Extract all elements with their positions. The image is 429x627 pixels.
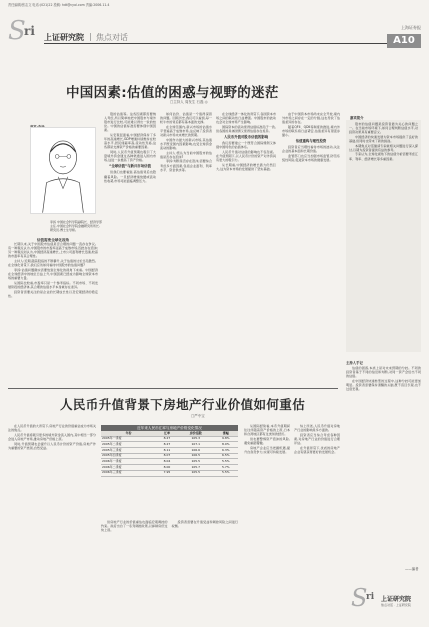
paragraph: 长期以来,关于中国股市估值是否合理的问题一直存在争议。有一种观点认为,中国股市的市盈率远高于成熟市场,因此存在泡沫;另一种观点则认为,中国经济高速增长,上市公司盈利增长迅速,较高的市盈率有其合理性。 xyxy=(8,242,98,259)
table-cell: 2006年一季度 xyxy=(101,459,156,465)
portrait-sketch xyxy=(31,128,95,213)
table-cell: 8.0% xyxy=(214,442,238,448)
paragraph: 国际资本的流动使得估值标准趋于一致,但各国的具体国情又使得估值存在差异。 xyxy=(216,124,276,133)
paragraph: 人民币升值对估值的影响也不容忽视。在升值预期下,以人民币计价的资产对外资具有更大的吸引力。 xyxy=(216,149,276,163)
table-cell: 2005年二季度 xyxy=(101,442,156,448)
table-cell: 2005年一季度 xyxy=(101,436,156,442)
paragraph: 投资者应当综合考虑各种因素,对房地产行业的价值进行合理评估。 xyxy=(294,432,340,445)
table-cell: 8.04 xyxy=(156,459,178,465)
brand-separator: | xyxy=(89,32,92,41)
article2-col-c xyxy=(244,424,290,620)
table-cell: 2005年三季度 xyxy=(101,448,156,454)
footer-logo xyxy=(351,584,421,616)
table-cell: 105.7 xyxy=(178,465,214,471)
table-cell: 5.5% xyxy=(214,470,238,476)
table-cell: 2005年四季度 xyxy=(101,453,156,459)
table-header-cell: 年份 xyxy=(101,431,156,436)
top-info-bar xyxy=(8,3,421,11)
col1-subheading: 估值需要全球化视角 xyxy=(36,238,70,242)
paragraph: 但我们也要看到,高估值背后也隐藏着风险。一旦经济增速放缓或流动性收紧,市场可能面临调整压力。 xyxy=(104,170,156,183)
paragraph: 随着QFII、QDII等制度的推进,境内外市场的联系将日益紧密,估值差异有望逐步缩小。 xyxy=(282,124,340,138)
paragraph: 人民币升值将吸引更多的境外资金流入国内,其中相当一部分会进入房地产市场,推动房地产价格上涨。 xyxy=(8,432,96,441)
table-cell: 107.1 xyxy=(178,442,214,448)
article2-col-d xyxy=(294,424,340,620)
article1-headline: 中国因素:估值的困惑与视野的迷茫 xyxy=(66,85,279,101)
sidebar-text xyxy=(349,122,418,161)
article1-col2 xyxy=(104,112,156,386)
table-cell: 106.6 xyxy=(178,448,214,454)
table-cell: 6.3% xyxy=(214,448,238,454)
article2-col-b xyxy=(101,520,238,620)
table-cell: 7.95 xyxy=(156,470,178,476)
brand-name: 上证研究院 xyxy=(44,33,84,42)
col4-subheading: 人民币升值对股市估值的影响 xyxy=(223,135,269,140)
paragraph: 股的估值等。这些因素都需要纳入考虑,所以简单地把中国股市与境外股市进行比较,可能难以得出一致的结论。中国的估值标准需要体现中国因素。 xyxy=(104,112,156,133)
top-info-left: 责任编辑/张志文 电话:(021)22 投稿: hdt@cyol.com 责编:2006.11.4 xyxy=(8,3,110,7)
table-cell: 106.5 xyxy=(178,453,214,459)
paragraph: 在人民币升值的大背景下,房地产行业的价值重估成为市场关注的焦点。 xyxy=(8,424,96,433)
article2-headline: 人民币升值背景下房地产行业价值如何重估 xyxy=(60,397,306,412)
logo-s: S xyxy=(8,16,26,46)
col2-subheading: “全球估值”与新兴市场估值 xyxy=(109,164,151,169)
table-cell: 8.11 xyxy=(156,448,178,454)
paragraph: 在全球范围内,新兴市场的估值水平普遍高于成熟市场,这反映了投资者对新兴市场未来增长的预期。 xyxy=(160,124,212,138)
sidebar-sign: ——编者 xyxy=(405,567,419,571)
author-portrait xyxy=(30,127,96,214)
paragraph: 李扬:估值问题确实需要放到全球化的视角下来看。中国经济在全球经济中的地位日益上升,中国因素已经成为影响全球资本市场的重要力量。 xyxy=(8,267,98,281)
paragraph: 本期焦点对话邀请专家就相关问题进行深入探讨,以期为投资者提供有益的参考。 xyxy=(349,143,418,152)
paragraph: 综上所述,人民币升值对房地产行业的影响是多方面的。 xyxy=(294,424,340,433)
footer-logo-ri: ri xyxy=(366,592,375,602)
paragraph: 在中国经济快速转型的过程中,这种分歧可能更加明显。投资者需要保持清醒的头脑,既不盲目乐观,也不过度悲观。 xyxy=(346,378,421,392)
footer-brand: 上证研究院 xyxy=(381,596,412,603)
article1-col5 xyxy=(282,112,340,386)
logo-ri: ri xyxy=(24,24,35,38)
table-cell: 105.5 xyxy=(178,459,214,465)
paragraph: 投资者需要在升值受益和调控风险之间进行权衡。 xyxy=(171,520,238,529)
paragraph: 同时,升值预期也会提升以人民币计价的资产价值,房地产作为重要的资产类别,自然受益。 xyxy=(8,441,96,450)
paragraph: 中国作为最大的新兴市场,其估值水平既受国内因素影响,也受全球资金流动的影响。 xyxy=(160,137,212,150)
table-cell: 2006年三季度 xyxy=(101,470,156,476)
table-cell: 105.3 xyxy=(178,436,214,442)
table-header-cell: 房价指数 xyxy=(178,431,214,436)
table-cell: 5.5% xyxy=(214,459,238,465)
paragraph: 但房地产行业的价值重估也面临宏观调控的约束。政府出台了一系列调控政策,以抑制房价过快上涨。 xyxy=(101,520,168,533)
table-header-cell: 涨幅 xyxy=(214,431,238,436)
page-label: 上海证券报 xyxy=(401,25,421,30)
article2-byline: □严中宝 xyxy=(191,414,205,418)
paragraph: 股市的估值问题是投资者最为关心的问题之一。在当前市场环境下,如何合理判断估值水平,对投资决策具有重要意义。 xyxy=(349,122,418,135)
article1-col1 xyxy=(8,238,98,386)
masthead-rule xyxy=(44,43,421,44)
paragraph: 由于中国资本市场尚未完全开放,境内外市场之间存在一定的分割,这也导致了估值差异的存在。 xyxy=(282,112,340,125)
table-cell: 9.8% xyxy=(214,436,238,442)
sidebar2-heading: 主持人手记 xyxy=(346,361,363,365)
sidebar-heading: 嘉宾简介 xyxy=(350,116,364,120)
table-body xyxy=(101,436,238,476)
table-cell: 105.5 xyxy=(178,470,214,476)
article1-col4 xyxy=(216,112,276,386)
paragraph: 中国经济的快速发展为资本市场提供了良好的基础,但同时也带来了新的挑战。 xyxy=(349,134,418,143)
table-cell: 8.27 xyxy=(156,442,178,448)
author-bio: 李扬 中国社会科学院副院长、经济学部主任,中国社会科学院金融研究所所长,研究员,博士生导师。 xyxy=(50,220,102,232)
paragraph: 主持人:近期,随着股指的不断攀升,关于估值的讨论日趋激烈。在全球化背景下,我们应该如何看待中国股市的估值问题? xyxy=(8,259,98,268)
paragraph: 投资者应当理性看待市场的波动,关注企业的基本面和长期价值。 xyxy=(282,145,340,154)
paragraph: 估值的困惑,本质上是对未来预期的分歧。不同的投资者基于不同的信息和判断,对同一资产会给出不同的估值。 xyxy=(346,366,421,379)
table-cell: 5.7% xyxy=(214,465,238,471)
paragraph: 从国际经验看,本币升值期间往往伴随着资产价格的上涨,日本和台湾地区都有过类似的经历。 xyxy=(244,424,290,437)
section-divider xyxy=(8,388,338,389)
col5-subheading: 估值重构与理性投资 xyxy=(295,139,327,144)
paragraph: 从长期看,中国经济的增长潜力仍然巨大,这为资本市场的发展提供了坚实基础。 xyxy=(216,162,276,171)
paragraph: 在全球经济一体化的背景下,各国资本市场之间的联动性日益增强。中国股市的波动也会对全球市场产生影响。 xyxy=(216,112,276,125)
paragraph: 李扬:判断是否存在泡沫,需要综合考虑多方面因素,包括企业盈利、利率水平、资金供求等。 xyxy=(160,159,212,172)
sidebar-box xyxy=(346,120,421,352)
paragraph: 如何估价、估值是一个值得深思的问题。回顾历史,我们可以看到,每一轮牛市的背后都有基本面的支撑。 xyxy=(160,112,212,125)
paragraph: 在升值背景下,优质的房地产企业有望获得更好的发展机会。 xyxy=(294,445,340,454)
table-row xyxy=(101,470,238,476)
table-title: 近年来人民币汇率与房地产价格变化情况 xyxy=(101,425,238,432)
section-name: 焦点对话 xyxy=(96,33,128,42)
table-cell: 2006年二季度 xyxy=(101,465,156,471)
masthead xyxy=(8,16,421,46)
paragraph: 从国际比较看,市盈率只是一个参考指标。不同市场、不同发展阶段的经济体,其合理的估值水平本身就存在差异。 xyxy=(8,280,98,289)
paragraph: 同时,人民币升值预期也吸引了大量境外资金通过各种渠道进入国内市场,这进一步推高了资产价格。 xyxy=(104,150,156,163)
paragraph: 主持人:您认为当前中国股市的估值是否存在泡沫? xyxy=(160,150,212,159)
paragraph: 房地产企业应当把握机遇,提升自身竞争力,实现可持续发展。 xyxy=(244,445,290,454)
paragraph: 从宏观层面看,中国经济保持了多年的高速增长,GDP增速持续维持在较高水平,居民储蓄率高,流动性充裕,这些都是支撑资产价格的重要因素。 xyxy=(104,133,156,150)
article1-byline: □主持人 周发生 石磊 ◎ xyxy=(170,100,208,104)
footer-tagline: 焦点对话 · 上证研究院 xyxy=(381,603,411,607)
paragraph: 但也要警惕资产泡沫的风险,避免重蹈覆辙。 xyxy=(244,436,290,445)
article2-col-a xyxy=(8,424,96,620)
table-cell: 8.00 xyxy=(156,465,178,471)
table-cell: 8.27 xyxy=(156,436,178,442)
table-cell: 8.07 xyxy=(156,453,178,459)
page-number: A10 xyxy=(387,34,421,48)
paragraph: 投资者需要关注的是企业的长期成长性以及宏观经济的稳定性。 xyxy=(8,289,98,298)
footer-logo-s: S xyxy=(351,584,368,612)
article1-col3 xyxy=(160,112,212,386)
paragraph: 专家认为,全球化视角下的估值分析需要考虑汇率、利率、经济增长等多重因素。 xyxy=(349,152,418,161)
data-table xyxy=(101,431,238,477)
table-cell: 6.5% xyxy=(214,453,238,459)
paragraph: 监管部门也应当加强市场监管,防范系统性风险,促进资本市场的健康发展。 xyxy=(282,154,340,163)
paragraph: 我们需要建立一个既符合国际惯例又体现中国特色的估值体系。 xyxy=(216,141,276,150)
table-header-cell: 汇率 xyxy=(156,431,178,436)
